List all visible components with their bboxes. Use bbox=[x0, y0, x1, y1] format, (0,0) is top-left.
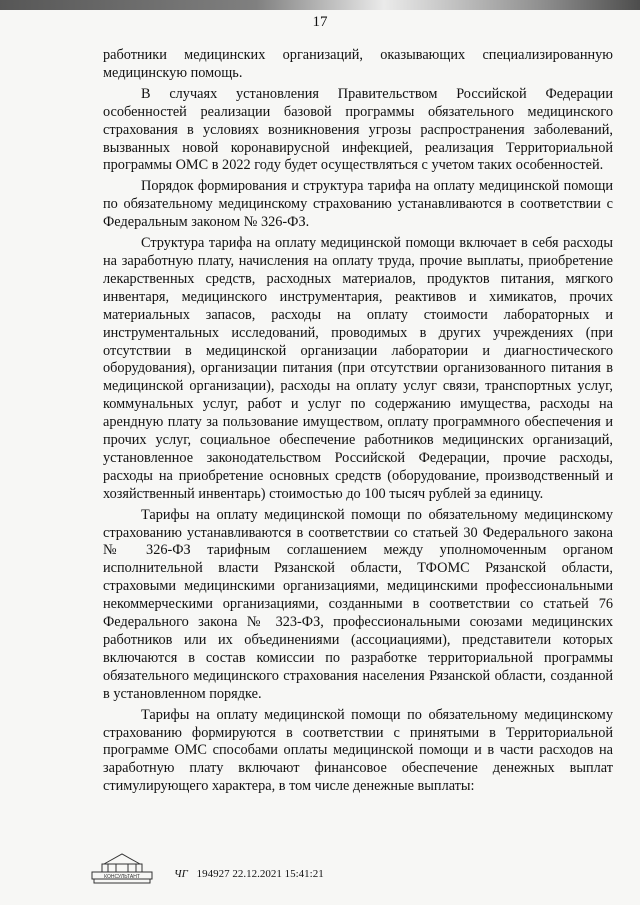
doc-registration-stamp bbox=[174, 868, 324, 880]
paragraph: Порядок формирования и структура тарифа на оплату медицинской помощи по обязательному медицинскому страхованию устанавливаются в соответствии с Федеральным законом № 326-ФЗ. bbox=[103, 178, 613, 231]
page-number: 17 bbox=[312, 14, 328, 30]
paragraph: Тарифы на оплату медицинской помощи по обязательному медицинскому страхованию устанавливаются в соответствии со статьей 30 Федерального закона № 326-ФЗ тарифным соглашением между уполномоченным органом исполнительной власти Рязанской области, ТФОМС Рязанской области, страховыми медицинскими организациями, медицинскими профессиональными некоммерческими организациями, созданными в соответствии со статьей 76 Федерального закона № 323-ФЗ, профессиональными союзами медицинских работников или их объединениями (ассоциациями), представители которых включаются в состав комиссии по разработке территориальной программы обязательного медицинского страхования населения Рязанской области, созданной в установленном порядке. bbox=[103, 506, 613, 702]
signature-initials: ЧГ bbox=[174, 868, 188, 880]
paragraph: В случаях установления Правительством Российской Федерации особенностей реализации базовой программы обязательного медицинского страхования в условиях возникновения угрозы распространения заболеваний, вызванных новой коронавирусной инфекцией, реализация Территориальной программы ОМС в 2022 году будет осуществляться с учетом таких особенностей. bbox=[103, 85, 613, 174]
document-footer bbox=[90, 848, 430, 888]
doc-stamp-text: 194927 22.12.2021 15:41:21 bbox=[196, 868, 324, 880]
scan-top-edge bbox=[0, 0, 640, 10]
stamp-logo-text: КОНСУЛЬТАНТ bbox=[104, 874, 140, 880]
paragraph: Структура тарифа на оплату медицинской помощи включает в себя расходы на заработную плату, начисления на оплату труда, прочие выплаты, приобретение лекарственных средств, расходных материалов, продуктов питания, мягкого инвентаря, медицинского инструментария, реактивов и химикатов, прочих материальных запасов, расходы на оплату стоимости лабораторных и инструментальных исследований, проводимых в других учреждениях (при отсутствии в медицинской организации лаборатории и диагностического оборудования), организации питания (при отсутствии организованного питания в медицинской организации), расходы на оплату услуг связи, транспортных услуг, коммунальных услуг, работ и услуг по содержанию имущества, расходы на арендную плату за пользование имуществом, оплату программного обеспечения и прочих услуг, социальное обеспечение работников медицинских организаций, установленное законодательством Российской Федерации, прочие расходы, расходы на приобретение основных средств (оборудование, производственный и хозяйственный инвентарь) стоимостью до 100 тысяч рублей за единицу. bbox=[103, 235, 613, 502]
document-body bbox=[103, 47, 613, 799]
paragraph: работники медицинских организаций, оказывающих специализированную медицинскую помощь. bbox=[103, 47, 613, 81]
paragraph: Тарифы на оплату медицинской помощи по обязательному медицинскому страхованию формируются в соответствии с принятыми в Территориальной программе ОМС способами оплаты медицинской помощи и в части расходов на заработную плату включают финансовое обеспечение денежных выплат стимулирующего характера, в том числе денежные выплаты: bbox=[103, 706, 613, 795]
registry-stamp-icon bbox=[90, 850, 154, 884]
